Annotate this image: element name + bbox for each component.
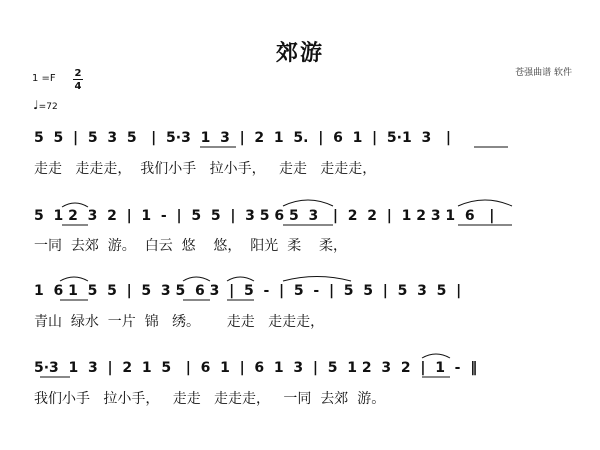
software-credit: 苍强曲谱 软件: [515, 68, 572, 78]
system-3-lyrics: 青山 绿水 一片 锦 绣。 走走 走走走，: [34, 314, 325, 330]
slur-arc: [422, 354, 450, 358]
system-2-notes: 5 1 2 3 2 | 1 - | 5 5 | 3 5 6 5 3 | 2 2 | 1 2 3 1 6 |: [34, 208, 495, 224]
page-title: 郊游: [275, 41, 324, 66]
slur-arc: [283, 200, 333, 206]
quarter-note-icon: ♩: [33, 98, 39, 112]
system-3-notes: 1 6 1 5 5 | 5 3 5 6 3 | 5 - | 5 - | 5 5 | 5 3 5 |: [34, 283, 462, 299]
system-1-notes: 5 5 | 5 3 5 | 5·3 1 3 | 2 1 5. | 6 1 | 5·1 3 |: [34, 130, 451, 146]
slur-arc: [227, 277, 254, 281]
system-4-notes: 5·3 1 3 | 2 1 5 | 6 1 | 6 1 3 | 5 1 2 3 2 | 1 - ‖: [34, 360, 478, 376]
slur-arc: [62, 203, 88, 207]
system-2-lyrics: 一同 去郊 游。 白云 悠 悠， 阳光 柔 柔，: [34, 238, 348, 254]
tempo-value: =72: [38, 102, 58, 112]
system-4-lyrics: 我们小手 拉小手， 走走 走走走， 一同 去郊 游。: [34, 391, 386, 407]
slur-arc: [458, 200, 512, 206]
tie-arc: [283, 277, 351, 282]
time-signature-bottom: 4: [74, 81, 82, 92]
slur-arc: [183, 277, 210, 281]
slur-arc: [60, 277, 88, 281]
system-1-lyrics: 走走 走走走， 我们小手 拉小手， 走走 走走走，: [34, 161, 377, 177]
key-signature: 1 =F: [32, 73, 56, 84]
time-signature-top: 2: [74, 68, 82, 79]
